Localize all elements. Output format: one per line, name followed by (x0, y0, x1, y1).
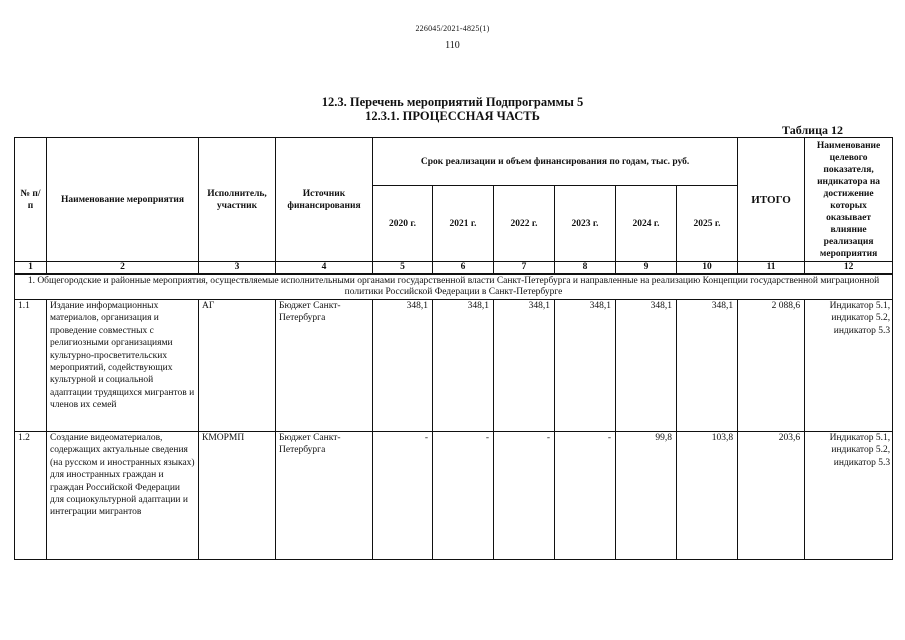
row-executor: АГ (199, 300, 276, 432)
subsection-title: 12.3.1. ПРОЦЕССНАЯ ЧАСТЬ (365, 109, 540, 123)
column-number: 5 (373, 262, 433, 275)
row-value-2022: 348,1 (494, 300, 555, 432)
row-name: Создание видеоматериалов, содержащих актуальные сведения (на русском и иностранных языках) для иностранных граждан и граждан Российской Федерации для социокультурной адаптации и интеграции мигрантов (47, 432, 199, 560)
column-number: 1 (15, 262, 47, 275)
table-row (15, 432, 893, 560)
row-value-2021: 348,1 (433, 300, 494, 432)
row-num: 1.1 (15, 300, 47, 432)
column-number: 7 (494, 262, 555, 275)
column-number: 12 (805, 262, 893, 275)
column-number: 3 (199, 262, 276, 275)
header-name: Наименование мероприятия (47, 138, 199, 262)
table-row (15, 300, 893, 432)
header-year-2022: 2022 г. (494, 186, 555, 262)
row-value-2021: - (433, 432, 494, 560)
column-number: 9 (616, 262, 677, 275)
row-value-2022: - (494, 432, 555, 560)
row-source: Бюджет Санкт-Петербурга (276, 300, 373, 432)
column-number: 2 (47, 262, 199, 275)
header-year-2023: 2023 г. (555, 186, 616, 262)
row-indicator: Индикатор 5.1, индикатор 5.2, индикатор 5.3 (805, 300, 893, 432)
row-value-2020: - (373, 432, 433, 560)
row-value-2024: 348,1 (616, 300, 677, 432)
row-value-2025: 103,8 (677, 432, 738, 560)
row-total: 2 088,6 (738, 300, 805, 432)
header-executor: Исполнитель, участник (199, 138, 276, 262)
column-number: 10 (677, 262, 738, 275)
row-value-2023: 348,1 (555, 300, 616, 432)
page-number: 110 (445, 40, 460, 51)
header-indicator: Наименование целевого показателя, индикатора на достижение которых оказывает влияние реализация мероприятия (805, 138, 893, 262)
row-value-2020: 348,1 (373, 300, 433, 432)
document-id: 226045/2021-4825(1) (415, 24, 490, 33)
header-num: № п/п (15, 138, 47, 262)
row-value-2024: 99,8 (616, 432, 677, 560)
column-numbers-row (15, 262, 893, 275)
row-executor: КМОРМП (199, 432, 276, 560)
column-number: 6 (433, 262, 494, 275)
header-total: ИТОГО (738, 138, 805, 262)
measures-table (14, 137, 893, 560)
column-number: 8 (555, 262, 616, 275)
row-value-2025: 348,1 (677, 300, 738, 432)
header-year-2021: 2021 г. (433, 186, 494, 262)
row-total: 203,6 (738, 432, 805, 560)
section-heading: 1. Общегородские и районные мероприятия, осуществляемые исполнительными органами государственной власти Санкт-Петербурга и направленные на реализацию Концепции государственной миграционной политики Российской Федерации в Санкт-Петербурге (15, 274, 893, 300)
section-row (15, 274, 893, 300)
row-indicator: Индикатор 5.1, индикатор 5.2, индикатор 5.3 (805, 432, 893, 560)
column-number: 11 (738, 262, 805, 275)
header-period: Срок реализации и объем финансирования по годам, тыс. руб. (373, 138, 738, 186)
header-source: Источник финансирования (276, 138, 373, 262)
header-year-2020: 2020 г. (373, 186, 433, 262)
column-number: 4 (276, 262, 373, 275)
row-name: Издание информационных материалов, организация и проведение совместных с религиозными организациями культурно-просветительских мероприятий, содействующих культурной и социальной адаптации трудящихся мигрантов и членов их семей (47, 300, 199, 432)
table-label: Таблица 12 (782, 123, 843, 137)
header-year-2025: 2025 г. (677, 186, 738, 262)
section-title: 12.3. Перечень мероприятий Подпрограммы 5 (321, 95, 584, 109)
row-num: 1.2 (15, 432, 47, 560)
row-value-2023: - (555, 432, 616, 560)
row-source: Бюджет Санкт-Петербурга (276, 432, 373, 560)
header-year-2024: 2024 г. (616, 186, 677, 262)
